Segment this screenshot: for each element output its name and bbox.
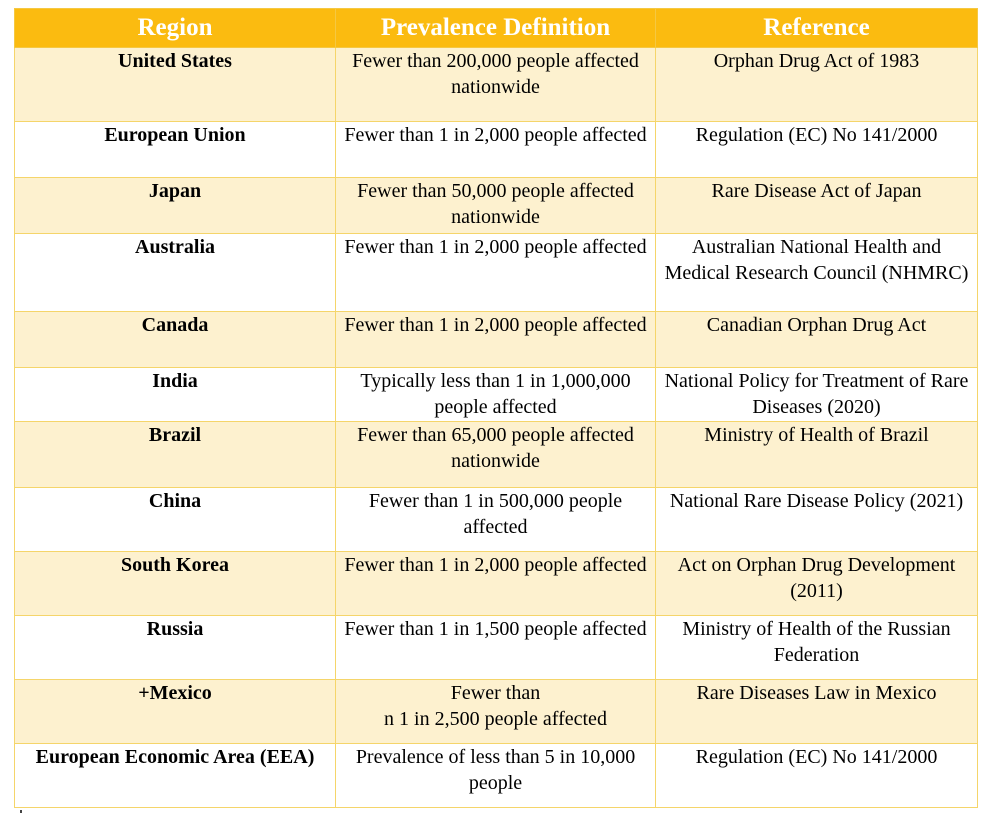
cell-definition: Fewer than 1 in 500,000 people affected [336,488,656,552]
cell-region: China [15,488,336,552]
table-row [15,616,978,680]
cell-definition: Fewer than 1 in 2,000 people affected [336,312,656,368]
cell-region: Australia [15,234,336,312]
rare-disease-definitions-table [14,8,977,808]
table-row [15,312,978,368]
column-header-region: Region [15,9,336,48]
cell-reference: Regulation (EC) No 141/2000 [656,122,978,178]
table-row [15,552,978,616]
cell-reference: Regulation (EC) No 141/2000 [656,744,978,808]
cell-region: Russia [15,616,336,680]
cell-definition: Fewer than 200,000 people affected nationwide [336,48,656,122]
cell-region: Brazil [15,422,336,488]
cell-reference: Act on Orphan Drug Development (2011) [656,552,978,616]
definitions-table [14,8,978,808]
cell-definition: Fewer than 1 in 1,500 people affected [336,616,656,680]
cell-reference: Australian National Health and Medical Research Council (NHMRC) [656,234,978,312]
table-row [15,488,978,552]
cell-reference: Ministry of Health of the Russian Federation [656,616,978,680]
table-row [15,48,978,122]
cell-definition: Fewer than 1 in 2,000 people affected [336,122,656,178]
header-row [15,9,978,48]
table-row [15,178,978,234]
cell-region: European Union [15,122,336,178]
cell-reference: Rare Diseases Law in Mexico [656,680,978,744]
cell-region: United States [15,48,336,122]
cell-definition: Prevalence of less than 5 in 10,000 people [336,744,656,808]
cell-definition: Fewer than n 1 in 2,500 people affected [336,680,656,744]
cell-reference: Canadian Orphan Drug Act [656,312,978,368]
cell-definition: Fewer than 65,000 people affected nationwide [336,422,656,488]
table-row [15,680,978,744]
table-row [15,368,978,422]
page-edge-mark [20,810,22,813]
column-header-definition: Prevalence Definition [336,9,656,48]
table-row [15,122,978,178]
cell-region: Canada [15,312,336,368]
cell-reference: National Rare Disease Policy (2021) [656,488,978,552]
cell-reference: Rare Disease Act of Japan [656,178,978,234]
cell-definition: Typically less than 1 in 1,000,000 people affected [336,368,656,422]
table-body [15,48,978,808]
cell-definition: Fewer than 1 in 2,000 people affected [336,552,656,616]
column-header-reference: Reference [656,9,978,48]
cell-region: +Mexico [15,680,336,744]
table-header [15,9,978,48]
table-row [15,422,978,488]
cell-reference: National Policy for Treatment of Rare Diseases (2020) [656,368,978,422]
cell-definition: Fewer than 1 in 2,000 people affected [336,234,656,312]
cell-reference: Ministry of Health of Brazil [656,422,978,488]
table-row [15,744,978,808]
cell-region: India [15,368,336,422]
cell-region: European Economic Area (EEA) [15,744,336,808]
cell-region: South Korea [15,552,336,616]
cell-reference: Orphan Drug Act of 1983 [656,48,978,122]
cell-definition: Fewer than 50,000 people affected nationwide [336,178,656,234]
cell-region: Japan [15,178,336,234]
table-row [15,234,978,312]
